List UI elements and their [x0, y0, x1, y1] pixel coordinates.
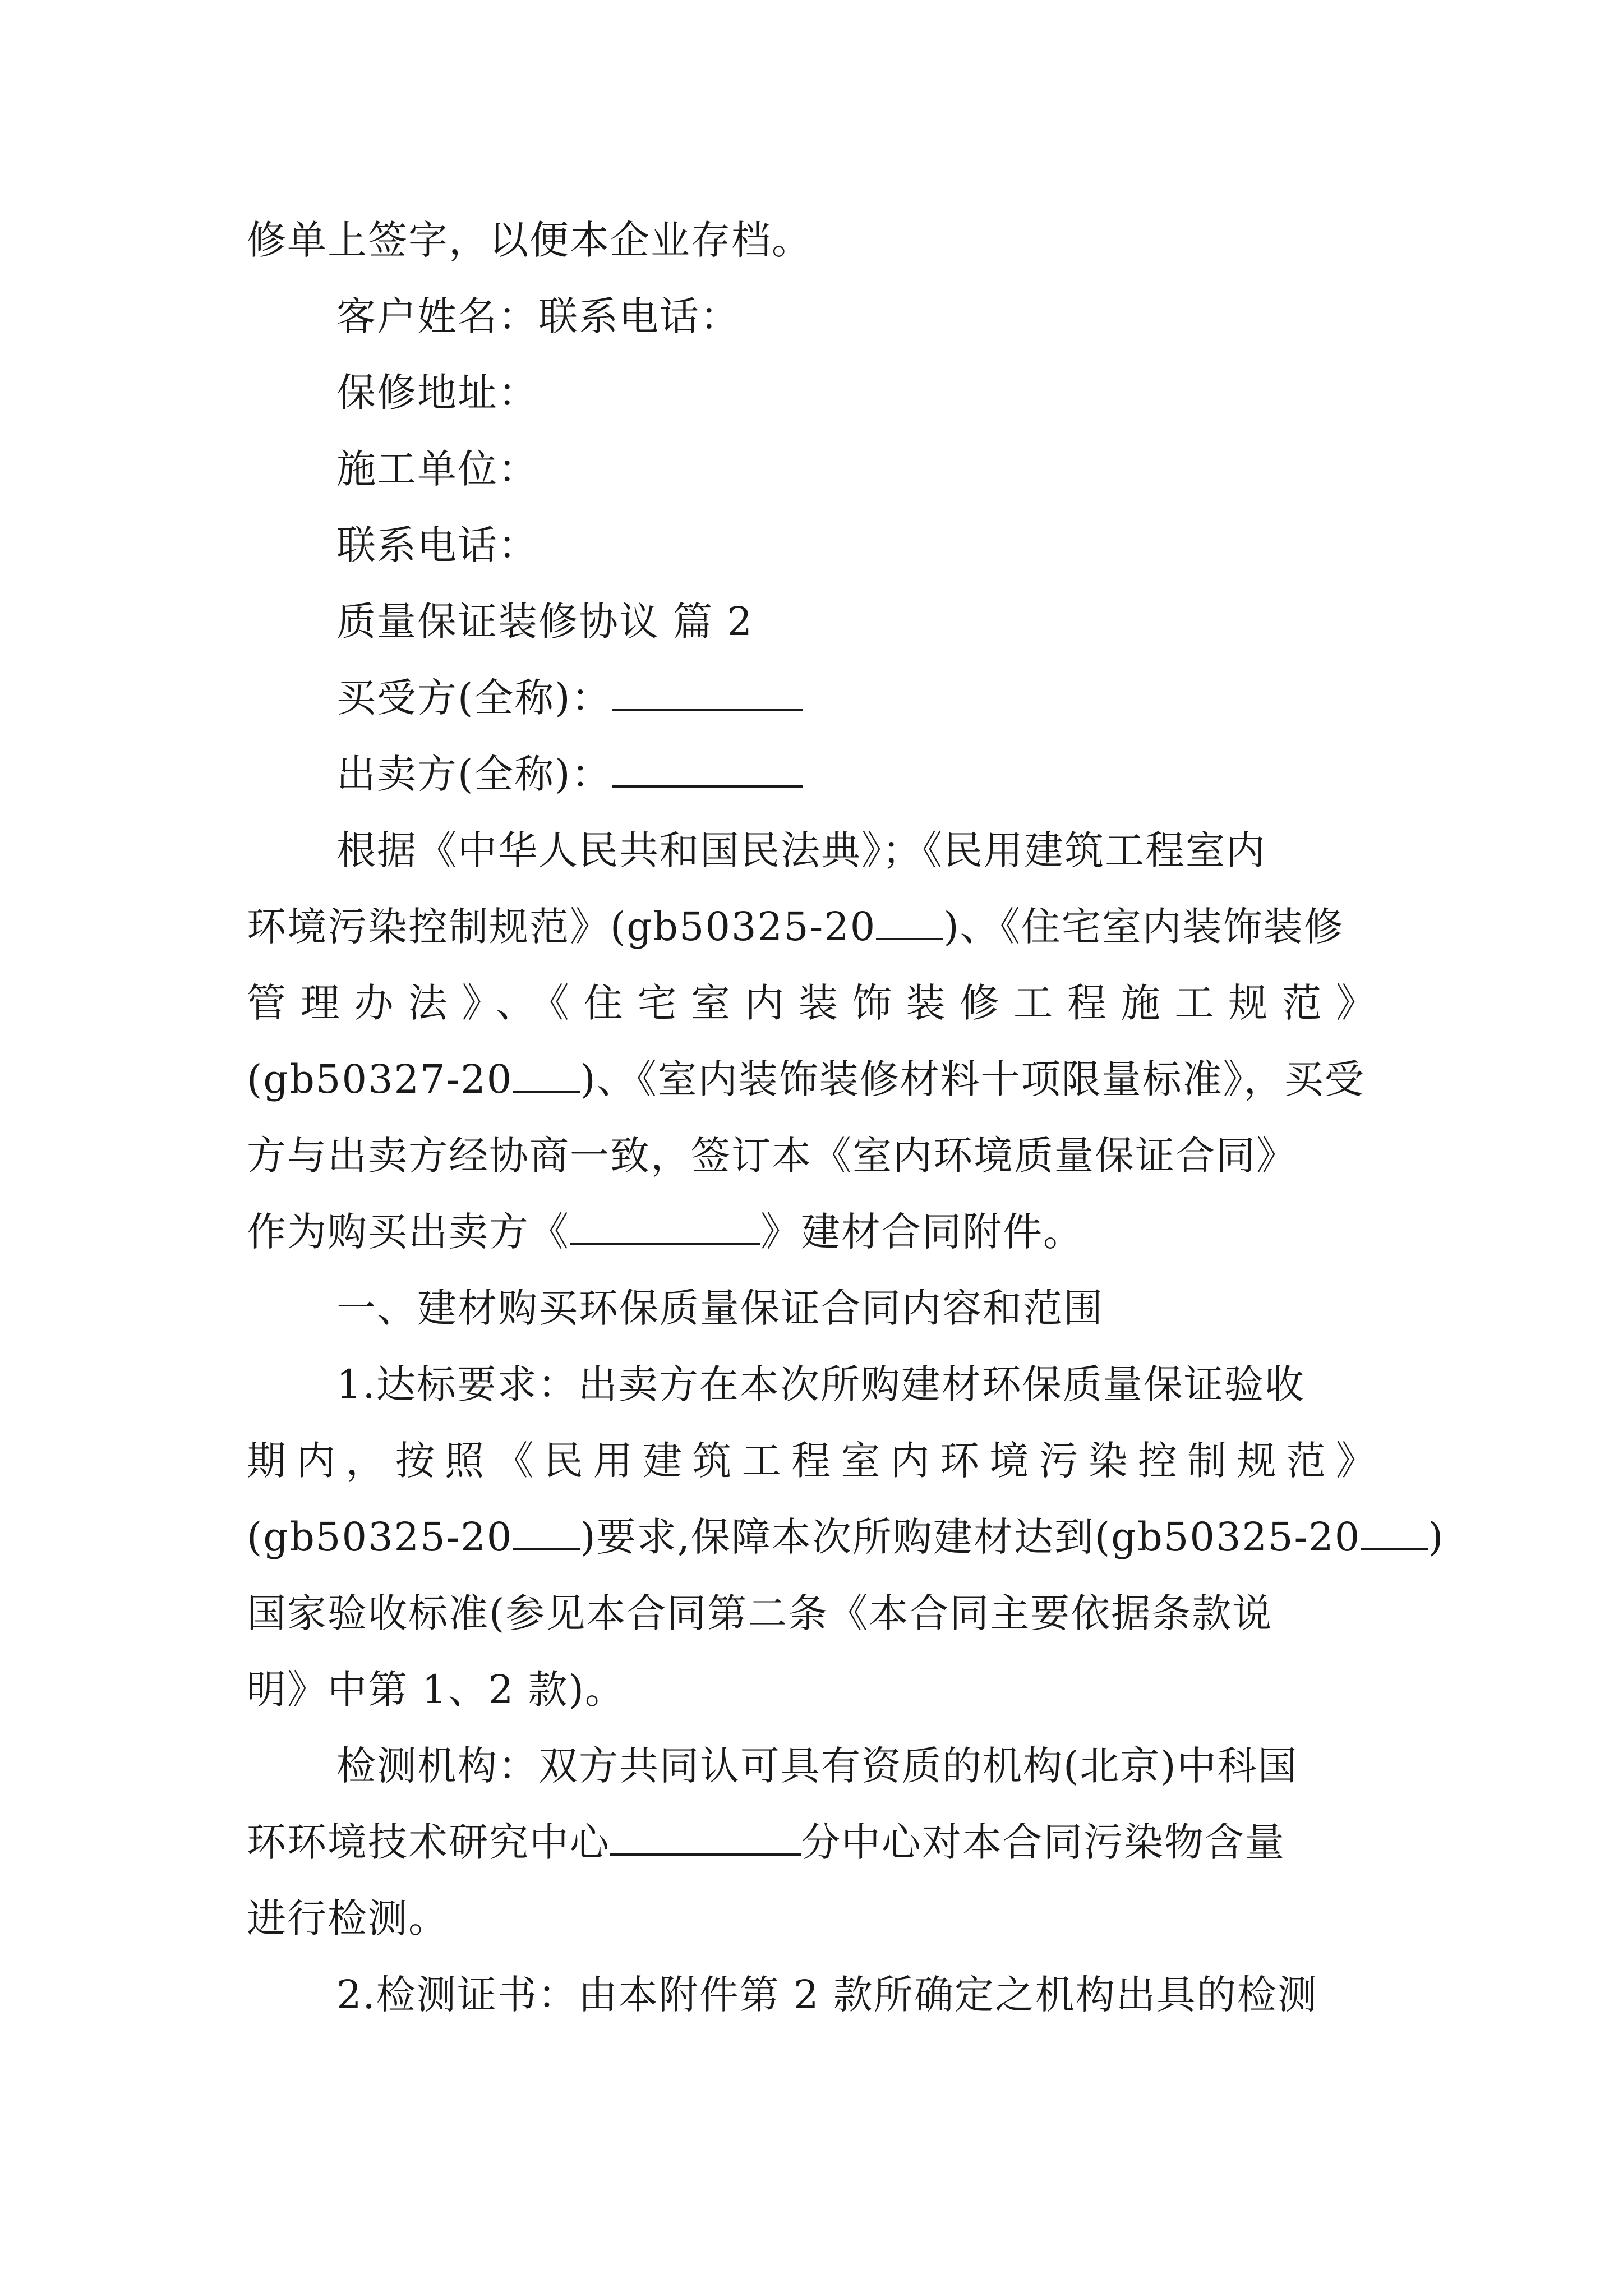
- text-line: 环境污染控制规范》(gb50325-20 )、《住宅室内装饰装修: [247, 900, 1344, 954]
- text-line: 检测机构：双方共同认可具有资质的机构(北京)中科国: [336, 1743, 1298, 1789]
- fill-blank: [610, 1816, 801, 1856]
- text-line: 环环境技术研究中心 分中心对本合同污染物含量: [247, 1815, 1285, 1869]
- buyer-line: 买受方(全称)：: [336, 671, 803, 725]
- text-line: 保修地址：: [336, 370, 538, 416]
- fill-blank: [513, 1511, 580, 1550]
- text-line: (gb50325-20 )要求,保障本次所购建材达到(gb50325-20 ): [247, 1510, 1445, 1564]
- text-line: 管理办法》、《住宅室内装饰装修工程施工规范》: [247, 980, 1376, 1026]
- section-heading: 一、建材购买环保质量保证合同内容和范围: [336, 1285, 1104, 1331]
- text-line: 联系电话：: [336, 522, 538, 568]
- text-line: 施工单位：: [336, 446, 538, 492]
- fill-blank: [612, 748, 803, 788]
- text-line: 2.检测证书：由本附件第 2 款所确定之机构出具的检测: [336, 1972, 1318, 2018]
- text-line: 国家验收标准(参见本合同第二条《本合同主要依据条款说: [247, 1590, 1273, 1636]
- text-line: 根据《中华人民共和国民法典》；《民用建筑工程室内: [336, 827, 1266, 873]
- text-line: 1.达标要求：出卖方在本次所购建材环保质量保证验收: [336, 1361, 1305, 1407]
- section-heading: 质量保证装修协议 篇 2: [336, 599, 754, 645]
- text-line: 方与出卖方经协商一致，签订本《室内环境质量保证合同》: [247, 1133, 1297, 1179]
- text-line: 客户姓名：联系电话：: [336, 293, 740, 339]
- text-line: (gb50327-20 )、《室内装饰装修材料十项限量标准》，买受: [247, 1052, 1365, 1106]
- fill-blank: [570, 1206, 760, 1245]
- text-line: 期内，按照《民用建筑工程室内环境污染控制规范》: [247, 1438, 1376, 1484]
- text-line: 进行检测。: [247, 1895, 449, 1941]
- text-line: 明》中第 1、2 款)。: [247, 1667, 625, 1713]
- fill-blank: [612, 672, 803, 711]
- fill-blank: [1361, 1511, 1428, 1550]
- fill-blank: [513, 1053, 580, 1093]
- text-line: 作为购买出卖方《 》建材合同附件。: [247, 1205, 1083, 1259]
- fill-blank: [876, 901, 943, 940]
- text-line: 修单上签字，以便本企业存档。: [247, 217, 812, 263]
- seller-line: 出卖方(全称)：: [336, 747, 803, 801]
